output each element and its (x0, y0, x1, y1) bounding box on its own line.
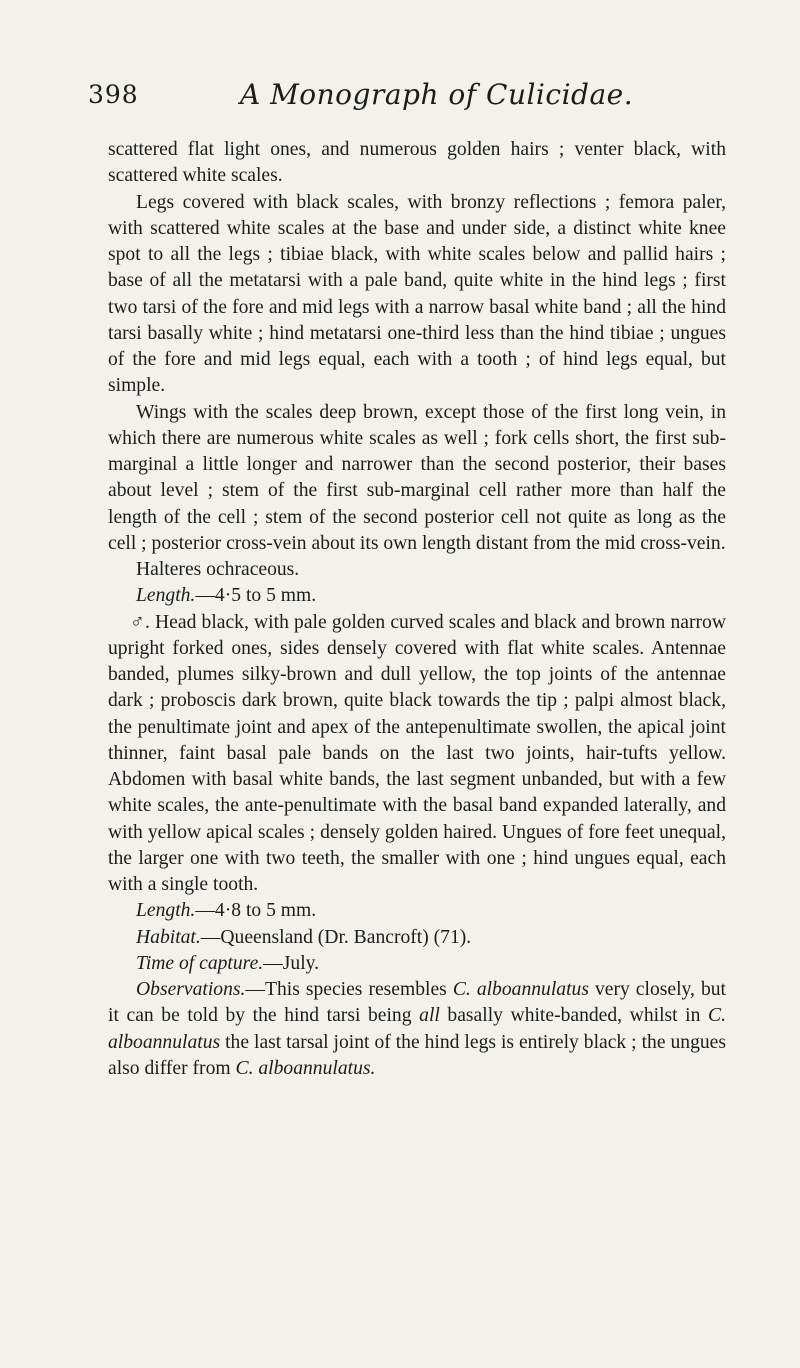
running-head (88, 80, 730, 120)
habitat-label: Habitat. (136, 926, 201, 948)
observations-text: —This species resembles (245, 979, 453, 1000)
paragraph-habitat (108, 925, 726, 951)
page-number: 398 (88, 80, 139, 109)
species-name: C. alboannulatus (108, 1005, 727, 1053)
length-label: Length. (136, 585, 196, 607)
species-name: C. alboannulatus. (235, 1057, 376, 1079)
observations-text: the last tarsal joint of the hind legs is entirely black ; the ungues also differ from (108, 1031, 726, 1079)
length-value: —4·8 to 5 mm. (195, 900, 317, 922)
observations-text: basally white-banded, whilst in (439, 1005, 709, 1027)
time-label: Time of capture. (136, 952, 264, 974)
paragraph-length-male (108, 898, 726, 924)
paragraph-time-of-capture (108, 951, 726, 977)
paragraph-legs: Legs covered with black scales, with bronzy reflections ; femora paler, with scattered white scales at the base and under side, a distinct white knee spot to all the legs ; tibiae black, with white scales below and pallid hairs ; base of all the metatarsi with a pale band, quite white in the hind legs ; first two tarsi of the fore and mid legs with a narrow basal white band ; all the hind tarsi basally white ; hind metatarsi one-third less than the hind tibiae ; ungues of the fore and mid legs equal, each with a tooth ; of hind legs equal, but simple. (108, 191, 726, 397)
length-label: Length. (136, 900, 196, 922)
paragraph-male (108, 610, 726, 899)
observations-text: very closely, but it can be told by the hind tarsi being (108, 979, 726, 1027)
species-name: C. alboannulatus (452, 979, 589, 1000)
length-value: —4·5 to 5 mm. (195, 585, 317, 607)
paragraph-wings: Wings with the scales deep brown, except those of the first long vein, in which there are numerous white scales as well ; fork cells short, the first sub-marginal a little longer and narrower than the second posterior, their bases about level ; stem of the first sub-marginal cell rather more than half the length of the cell ; stem of the second posterior cell not quite as long as the cell ; posterior cross-vein about its own length distant from the mid cross-vein. (108, 401, 726, 554)
emphasis-all: all (419, 1005, 440, 1027)
body-text (108, 137, 726, 1082)
paragraph-halteres: Halteres ochraceous. (136, 559, 300, 580)
male-symbol-icon: ♂ (130, 611, 145, 633)
running-title: A Monograph of Culicidae. (240, 78, 634, 111)
observations-label: Observations. (136, 979, 246, 1000)
habitat-value: —Queensland (Dr. Bancroft) (71). (200, 926, 472, 948)
male-description: . Head black, with pale golden curved scales and black and brown narrow upright forked ones, sides densely covered with flat white scales. Antennae banded, plumes silky-brown and dull yellow, the top joints of the antennae dark ; proboscis dark brown, quite black towards the tip ; palpi almost black, the penultimate joint and apex of the antepenultimate swollen, the apical joint thinner, faint basal pale bands on the last two joints, hair-tufts yellow. Abdomen with basal white bands, the last segment unbanded, but with a few white scales, the ante-penultimate with the basal band expanded laterally, and with yellow apical scales ; densely golden haired. Ungues of fore feet unequal, the larger one with two teeth, the smaller with one ; hind ungues equal, each with a single tooth. (108, 611, 726, 895)
paragraph-abdomen-continued: scattered flat light ones, and numerous golden hairs ; venter black, with scattered white scales. (108, 139, 726, 187)
paragraph-observations (108, 977, 726, 1082)
paragraph-length-female (108, 583, 726, 609)
time-value: —July. (263, 952, 320, 974)
